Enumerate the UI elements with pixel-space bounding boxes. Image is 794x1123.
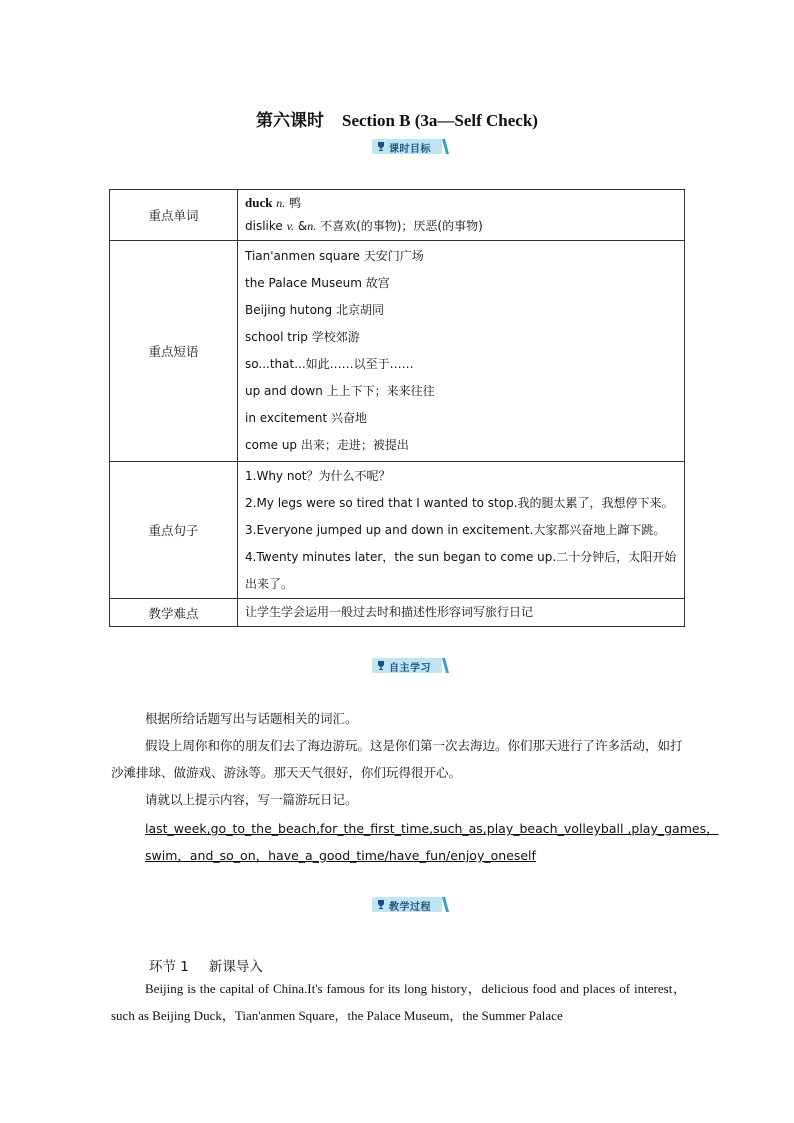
lesson-goals-table — [109, 189, 685, 627]
sentence-item: 1.Why not？为什么不呢？ — [245, 468, 391, 483]
self-study-scenario: 假设上周你和你的朋友们去了海边游玩。这是你们第一次去海边。你们那天进行了许多活动，如打沙滩排球、做游戏、游泳等。那天天气很好，你们玩得很开心。 — [111, 738, 683, 780]
table-row-difficulty — [110, 599, 685, 627]
process-banner — [372, 897, 450, 912]
self-study-banner-label: 自主学习 — [389, 663, 431, 674]
sentence-item: 出来了。 — [245, 576, 294, 591]
step-title: 新课导入 — [208, 959, 263, 975]
table-row-sentences — [110, 462, 685, 599]
process-banner-label: 教学过程 — [389, 902, 431, 913]
difficulty-text: 让学生学会运用一般过去时和描述性形容词写旅行日记 — [245, 605, 534, 619]
self-study-instruction: 根据所给话题写出与话题相关的词汇。 — [145, 711, 358, 726]
sentence-item: 4.Twenty minutes later，the sun began to come up.二十分钟后，太阳开始 — [245, 549, 677, 564]
phrase-item: Tian'anmen square 天安门广场 — [245, 249, 424, 263]
page-title-en: Section B (3a—Self Check) — [342, 111, 538, 130]
phrase-item: so...that...如此……以至于…… — [245, 357, 414, 371]
step-label: 环节 1 — [149, 959, 189, 975]
goals-banner-label: 课时目标 — [389, 144, 431, 155]
table-row-phrases — [110, 241, 685, 462]
phrase-item: up and down 上上下下；来来往往 — [245, 384, 435, 398]
phrase-item: in excitement 兴奋地 — [245, 411, 368, 425]
sentences-label: 重点句子 — [110, 462, 238, 599]
difficulty-cell — [238, 599, 685, 627]
answer-line-2: swim，and_so_on，have_a_good_time/have_fun/enjoy_oneself — [145, 848, 536, 863]
phrase-item: the Palace Museum 故宫 — [245, 276, 390, 290]
phrase-item: Beijing hutong 北京胡同 — [245, 303, 384, 317]
self-study-banner — [372, 658, 450, 673]
self-study-task: 请就以上提示内容，写一篇游玩日记。 — [145, 792, 358, 807]
sentence-item: 2.My legs were so tired that I wanted to stop.我的腿太累了，我想停下来。 — [245, 495, 674, 510]
sentences-cell — [238, 462, 685, 599]
table-row-words — [110, 190, 685, 241]
step-heading — [149, 955, 283, 975]
phrase-item: school trip 学校郊游 — [245, 330, 360, 344]
words-label: 重点单词 — [110, 190, 238, 241]
words-cell — [238, 190, 685, 241]
intro-paragraph: Beijing is the capital of China.It's famous for its long history，delicious food and places of interest，such as Beijing Duck，Tian'anmen Square，the Palace Museum，the Summer Palace — [111, 981, 686, 1023]
trophy-icon — [377, 142, 385, 151]
answer-line-1: last_week,go_to_the_beach,for_the_first_time,such_as,play_beach_volleyball ,play_games， — [145, 821, 719, 836]
difficulty-label: 教学难点 — [110, 599, 238, 627]
word-duck: duck n. 鸭 — [245, 194, 302, 210]
page-title — [0, 106, 794, 131]
phrase-item: come up 出来；走进；被提出 — [245, 438, 409, 452]
trophy-icon — [377, 900, 385, 909]
word-dislike: dislike v. &n. 不喜欢(的事物)；厌恶(的事物) — [245, 218, 483, 233]
phrases-label: 重点短语 — [110, 241, 238, 462]
sentence-item: 3.Everyone jumped up and down in excitement.大家都兴奋地上蹿下跳。 — [245, 522, 666, 537]
phrases-cell — [238, 241, 685, 462]
goals-banner — [372, 139, 450, 154]
page-title-cn: 第六课时 — [256, 111, 325, 131]
trophy-icon — [377, 661, 385, 670]
